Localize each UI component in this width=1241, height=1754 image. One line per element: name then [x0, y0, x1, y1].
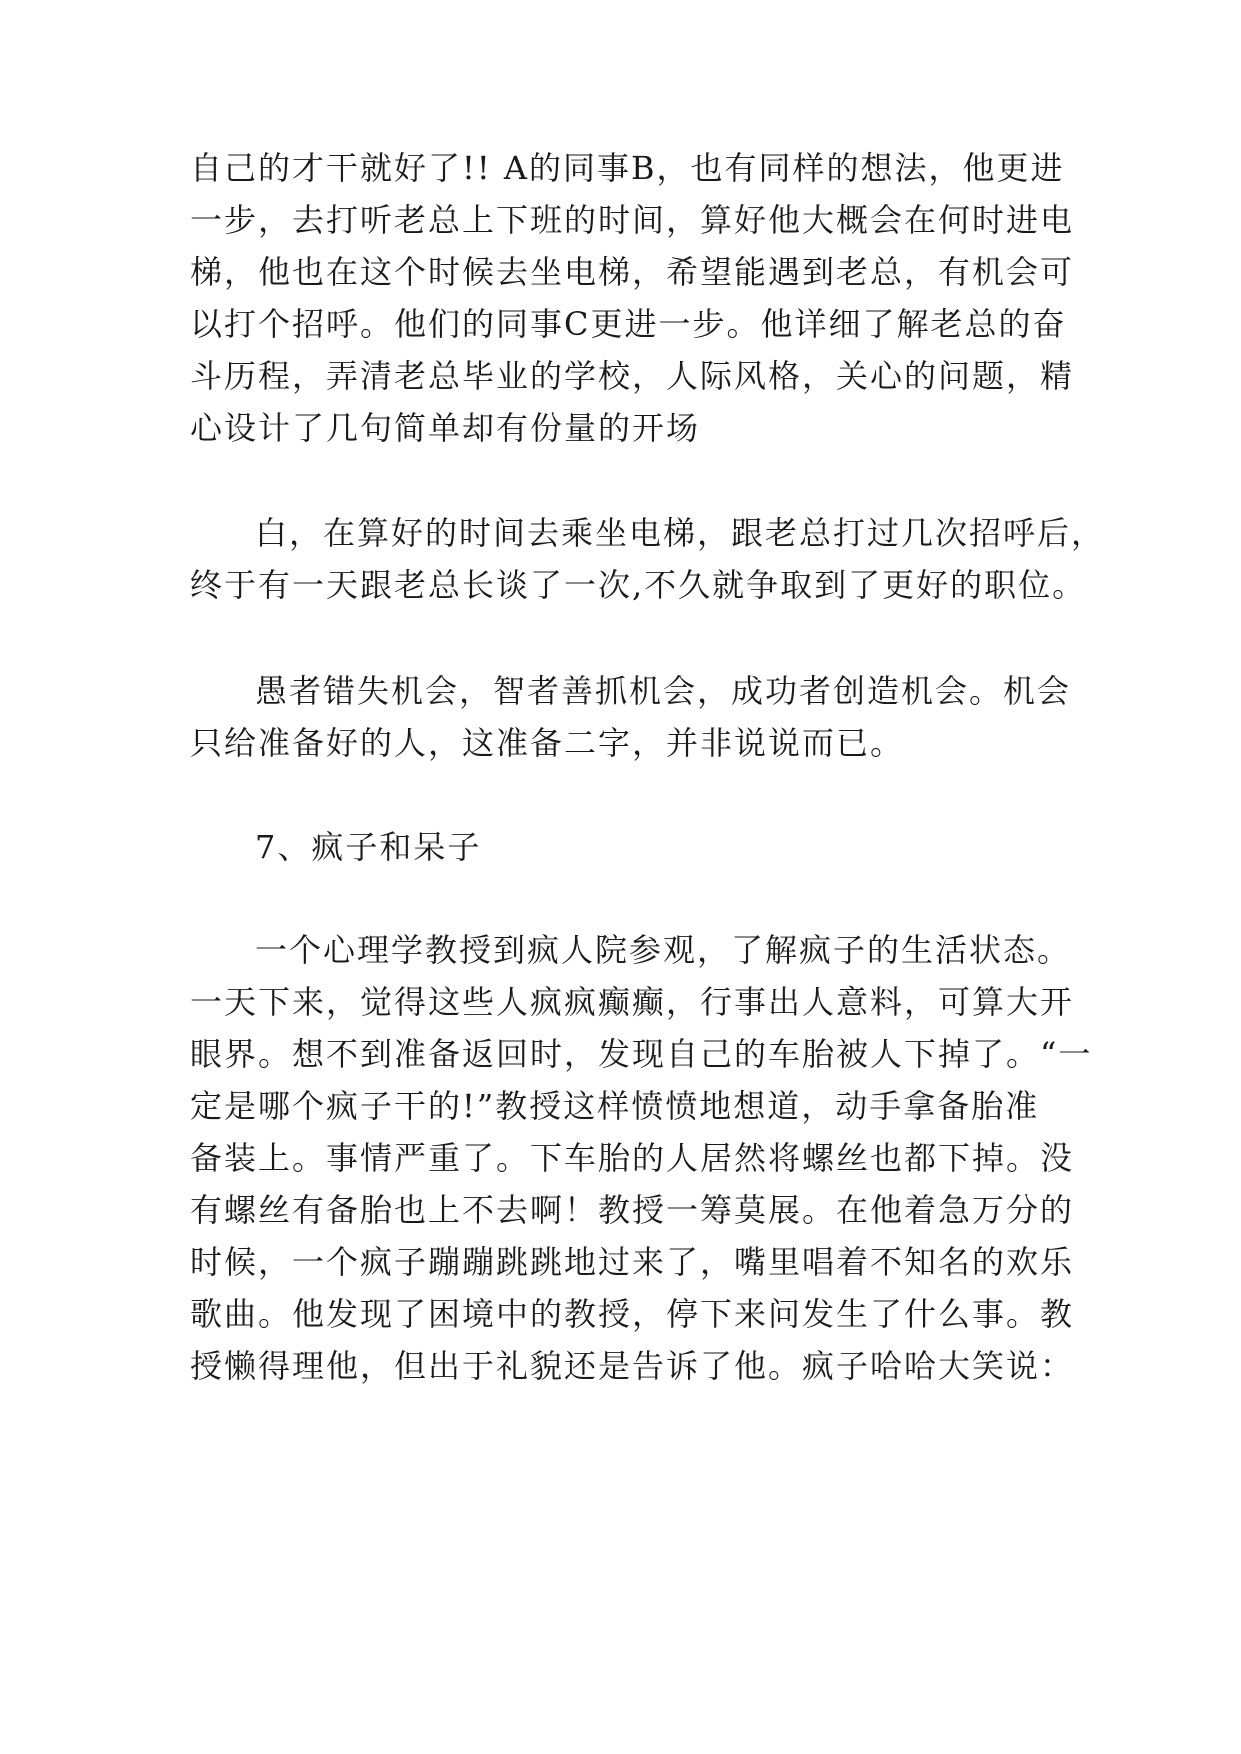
text-line: 白，在算好的时间去乘坐电梯，跟老总打过几次招呼后， — [255, 514, 1106, 552]
text-line: 一天下来，觉得这些人疯疯癫癫，行事出人意料，可算大开 — [190, 983, 1075, 1021]
text-line: 授懒得理他，但出于礼貌还是告诉了他。疯子哈哈大笑说： — [190, 1347, 1075, 1385]
text-line: 梯，他也在这个时候去坐电梯，希望能遇到老总，有机会可 — [190, 253, 1075, 291]
text-line: 愚者错失机会，智者善抓机会，成功者创造机会。机会 — [255, 672, 1072, 710]
text-line: 备装上。事情严重了。下车胎的人居然将螺丝也都下掉。没 — [190, 1139, 1075, 1177]
text-line: 终于有一天跟老总长谈了一次,不久就争取到了更好的职位。 — [190, 566, 1087, 604]
section-heading: 7、疯子和呆子 — [255, 828, 482, 866]
text-line: 斗历程，弄清老总毕业的学校，人际风格，关心的问题，精 — [190, 357, 1075, 395]
text-line: 定是哪个疯子干的!”教授这样愤愤地想道，动手拿备胎准 — [190, 1087, 1040, 1125]
text-line: 有螺丝有备胎也上不去啊！教授一筹莫展。在他着急万分的 — [190, 1191, 1075, 1229]
text-line: 自己的才干就好了!! A的同事B，也有同样的想法，他更进 — [190, 149, 1065, 187]
text-line: 以打个招呼。他们的同事C更进一步。他详细了解老总的奋 — [190, 305, 1067, 343]
text-line: 眼界。想不到准备返回时，发现自己的车胎被人下掉了。“一 — [190, 1035, 1093, 1073]
text-line: 时候，一个疯子蹦蹦跳跳地过来了，嘴里唱着不知名的欢乐 — [190, 1243, 1075, 1281]
text-line: 一步，去打听老总上下班的时间，算好他大概会在何时进电 — [190, 201, 1075, 239]
text-line: 一个心理学教授到疯人院参观，了解疯子的生活状态。 — [255, 931, 1072, 969]
text-line: 歌曲。他发现了困境中的教授，停下来问发生了什么事。教 — [190, 1295, 1075, 1333]
text-line: 心设计了几句简单却有份量的开场 — [190, 409, 701, 447]
text-line: 只给准备好的人，这准备二字，并非说说而已。 — [190, 724, 905, 762]
